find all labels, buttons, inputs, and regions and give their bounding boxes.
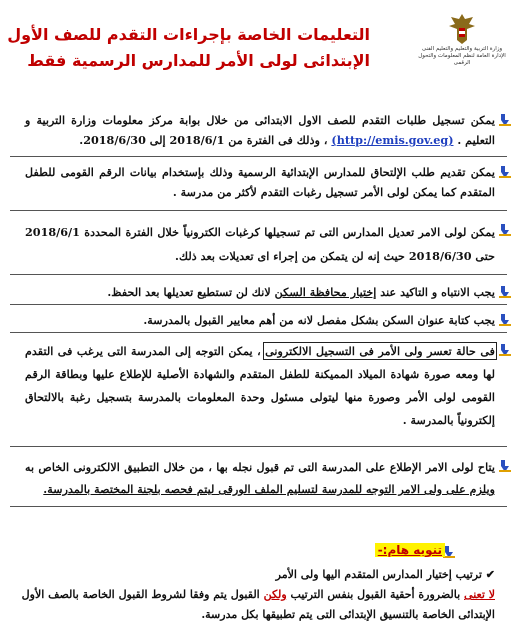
arrow-bullet-icon bbox=[499, 344, 511, 356]
note-line-2-text: بالضرورة أحقية القبول بنفس الترتيب bbox=[290, 588, 461, 601]
note-line-2 bbox=[15, 586, 495, 604]
note-line-3-text: الإبتدائى الخاصة بالتنسيق الإبتدائى التى يتم تطبيقها بكل مدرسة. bbox=[201, 608, 495, 621]
note-emphasis-2: ولكن bbox=[263, 588, 287, 601]
instruction-item-2 bbox=[25, 162, 495, 202]
instruction-item-1 bbox=[25, 110, 495, 150]
item-4-emphasis: إختيار محافظة السكن bbox=[274, 285, 377, 299]
divider bbox=[10, 332, 507, 333]
eagle-emblem-icon bbox=[447, 12, 477, 46]
note-line-1-text: ترتيب إختيار المدارس المتقدم اليها ولى الأمر bbox=[275, 568, 482, 581]
instruction-item-7 bbox=[25, 456, 495, 500]
header bbox=[0, 0, 515, 95]
divider bbox=[10, 210, 507, 211]
instruction-item-3 bbox=[25, 220, 495, 268]
item-7-text: يتاح لولى الامر الإطلاع على المدرسة التى تم قبول نجله بها ، من خلال التطبيق الالكترونى الخاص به bbox=[25, 460, 495, 474]
divider bbox=[10, 156, 507, 157]
divider bbox=[10, 274, 507, 275]
arrow-bullet-icon bbox=[499, 224, 511, 236]
title-line-2: الإبتدائى لولى الأمر للمدارس الرسمية فقط bbox=[27, 51, 370, 70]
note-line-3 bbox=[15, 606, 495, 624]
ministry-logo bbox=[417, 12, 507, 82]
note-emphasis-1: لا تعنى bbox=[464, 588, 495, 601]
divider bbox=[10, 304, 507, 305]
arrow-bullet-icon bbox=[499, 460, 511, 472]
item-1-text: يمكن تسجيل طلبات التقدم للصف الاول الابتدائى من خلال بوابة مركز معلومات وزارة التربية و التعليم . bbox=[25, 113, 495, 147]
item-4-text: يجب الانتباه و التاكيد عند bbox=[380, 285, 495, 299]
item-4-text-end: لانك لن تستطيع تعديلها بعد الحفظ. bbox=[107, 285, 271, 299]
note-title: تنويه هام:- bbox=[375, 543, 445, 557]
emis-link[interactable]: (http://emis.gov.eg) bbox=[331, 133, 454, 147]
arrow-bullet-icon bbox=[499, 286, 511, 298]
item-3-text: يمكن لولى الامر تعديل المدارس التى تم تسجيلها كرغبات الكترونياً خلال الفترة المحددة 2018/6/1 حتى 2018/6/30 حيث إنه لن يتمكن من إجراء اى تعديلات بعد ذلك. bbox=[25, 225, 495, 263]
divider bbox=[10, 506, 507, 507]
instruction-item-4 bbox=[25, 282, 495, 302]
ministry-name: وزارة التربية والتعليم والتعليم الفنى الإدارة العامة لنظم المعلومات والتحول الرقمى bbox=[418, 46, 506, 66]
instruction-item-5 bbox=[25, 310, 495, 330]
item-5-text: يجب كتابة عنوان السكن بشكل مفصل لانه من أهم معايير القبول بالمدرسة. bbox=[143, 313, 495, 327]
arrow-bullet-icon bbox=[499, 166, 511, 178]
instruction-item-6 bbox=[25, 340, 495, 432]
note-line-1 bbox=[15, 566, 495, 584]
item-6-boxed: فى حالة تعسر ولى الأمر فى التسجيل الالكترونى bbox=[265, 344, 495, 358]
title-line-1: التعليمات الخاصة بإجراءات التقدم للصف الأول bbox=[7, 25, 370, 44]
page-title bbox=[7, 22, 370, 74]
divider bbox=[10, 446, 507, 447]
arrow-bullet-icon bbox=[499, 314, 511, 326]
item-2-text: يمكن تقديم طلب الإلتحاق للمدارس الإبتدائية الرسمية وذلك بإستخدام بيانات الرقم القومى للطفل المتقدم كما يمكن لولى الأمر تسجيل رغبات التقدم لأكثر من مدرسة . bbox=[25, 165, 495, 199]
note-line-2-end: القبول يتم وفقا لشروط القبول الخاصة بالصف الأول bbox=[21, 588, 260, 601]
arrow-bullet-icon bbox=[499, 114, 511, 126]
check-icon: ✔ bbox=[485, 568, 495, 581]
item-7-emphasis: ويلزم على ولى الامر التوجه للمدرسة لتسليم الملف الورقى ليتم فحصه بلجنة المختصة بالمدرسة. bbox=[43, 482, 495, 496]
item-6-text: ، يمكن التوجه إلى المدرسة التى يرغب فى التقدم لها ومعه صورة شهادة الميلاد المميكنة للطفل المتقدم والشهادة الأصلية للإطلاع عليها وبطاقة الرقم القومى لولى الأمر وصورة منها ليتولى مسئول وحدة المعلومات بالمدرسة بتسجيل رغبة بالالتحاق إلكترونياً بالمدرسة . bbox=[25, 344, 495, 427]
item-1-dates: ، وذلك فى الفترة من 2018/6/1 إلى 2018/6/30. bbox=[79, 133, 328, 147]
